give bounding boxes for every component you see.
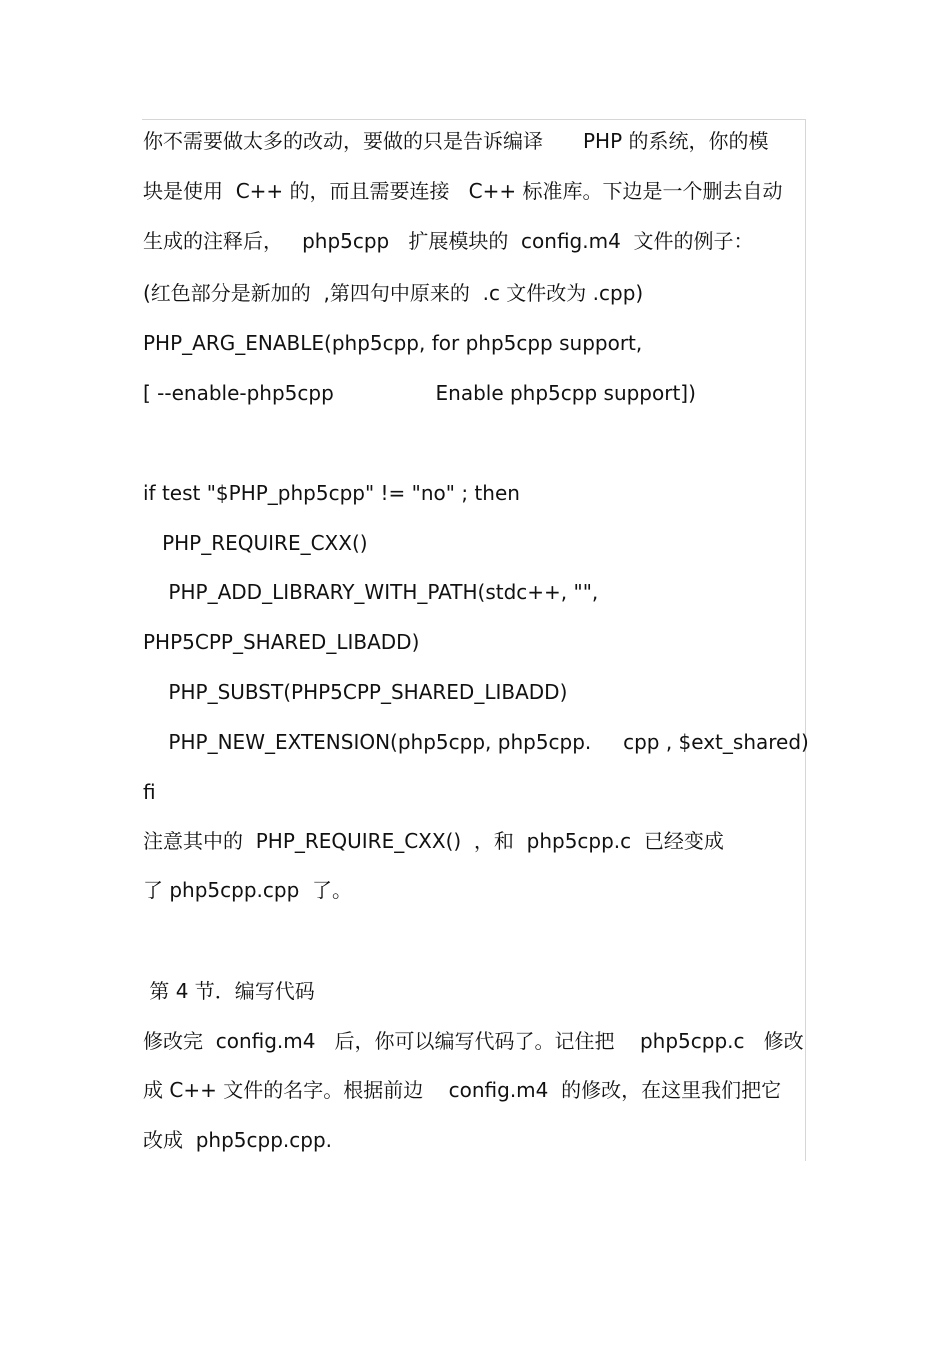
code-line: PHP5CPP_SHARED_LIBADD) xyxy=(143,630,420,654)
paragraph-line: 成 C++ 文件的名字。根据前边 config.m4 的修改，在这里我们把它 xyxy=(143,1078,782,1102)
code-line: if test "$PHP_php5cpp" != "no" ; then xyxy=(143,481,520,505)
paragraph-line: 注意其中的 PHP_REQUIRE_CXX() ，和 php5cpp.c 已经变成 xyxy=(143,829,724,853)
code-line: [ --enable-php5cpp Enable php5cpp support]) xyxy=(143,381,696,405)
code-line: PHP_ARG_ENABLE(php5cpp, for php5cpp support, xyxy=(143,331,643,355)
section-heading: 第 4 节．编写代码 xyxy=(143,979,315,1003)
paragraph-line: 生成的注释后， php5cpp 扩展模块的 config.m4 文件的例子： xyxy=(143,229,754,253)
code-line: PHP_SUBST(PHP5CPP_SHARED_LIBADD) xyxy=(143,680,568,704)
code-line: PHP_ADD_LIBRARY_WITH_PATH(stdc++, "", xyxy=(143,580,599,604)
paragraph-line: 改成 php5cpp.cpp. xyxy=(143,1128,332,1152)
paragraph-line: 修改完 config.m4 后，你可以编写代码了。记住把 php5cpp.c 修改 xyxy=(143,1029,804,1053)
code-line: fi xyxy=(143,780,156,804)
code-line: PHP_NEW_EXTENSION(php5cpp, php5cpp. cpp , $ext_shared) xyxy=(143,730,809,754)
paragraph-line: 你不需要做太多的改动，要做的只是告诉编译 PHP 的系统，你的模 xyxy=(143,129,769,153)
paragraph-line: 了 php5cpp.cpp 了。 xyxy=(143,878,352,902)
paragraph-line: 块是使用 C++ 的，而且需要连接 C++ 标准库。下边是一个删去自动 xyxy=(143,179,783,203)
note-line: (红色部分是新加的 ,第四句中原来的 .c 文件改为 .cpp) xyxy=(143,281,644,305)
code-line: PHP_REQUIRE_CXX() xyxy=(143,531,368,555)
